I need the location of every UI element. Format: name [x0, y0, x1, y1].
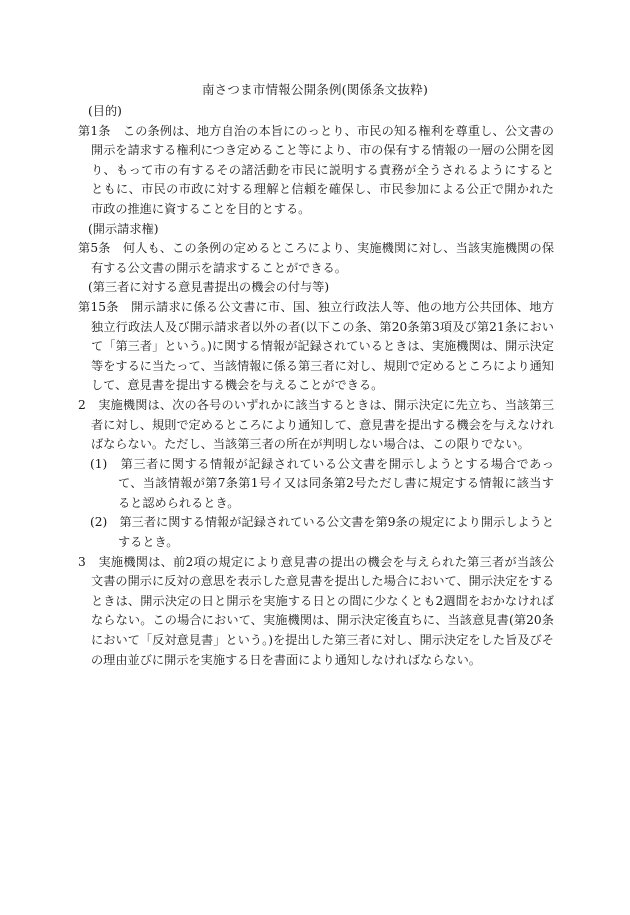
paragraph-3-text: 実施機関は、前2項の規定により意見書の提出の機会を与えられた第三者が当該公文書の開示に反対の意思を表示した意見書を提出した場合において、開示決定をするときは、開示決定の日と開示を実施する日との間に少なくとも2週間をおかなければならない。この場合において、実施機関は、開示決定後直ちに、当該意見書(第20条において「反対意見書」という。)を提出した第三者に対し、開示決定をした旨及びその理由並びに開示を実施する日を書面により通知しなければならない。	[91, 554, 555, 667]
paragraph-3-number: 3	[78, 554, 86, 569]
article-1	[78, 122, 554, 220]
item-2-number: (2)	[90, 515, 108, 530]
article-15-paragraph-2	[78, 396, 554, 455]
item-2-text: 第三者に関する情報が記録されている公文書を第9条の規定により開示しようとするとき。	[118, 515, 554, 550]
caption-third-party: (第三者に対する意見書提出の機会の付与等)	[88, 280, 330, 295]
article-15-paragraph-3	[78, 553, 554, 671]
article-15	[78, 298, 554, 396]
paragraph-2-item-1	[78, 455, 554, 514]
article-5	[78, 239, 554, 278]
item-1-text: 第三者に関する情報が記録されている公文書を開示しようとする場合であって、当該情報が第7条第1号イ又は同条第2号ただし書に規定する情報に該当すると認められるとき。	[118, 456, 554, 510]
paragraph-2-number: 2	[78, 397, 86, 412]
article-1-number: 第1条	[78, 123, 111, 138]
article-5-number: 第5条	[78, 241, 111, 256]
paragraph-2-text: 実施機関は、次の各号のいずれかに該当するときは、開示決定に先立ち、当該第三者に対し、規則で定めるところにより通知して、意見書を提出する機会を与えなければならない。ただし、当該第三者の所在が判明しない場合は、この限りでない。	[91, 397, 555, 452]
document-body	[78, 102, 554, 670]
article-5-text: 何人も、この条例の定めるところにより、実施機関に対し、当該実施機関の保有する公文書の開示を請求することができる。	[91, 241, 555, 275]
caption-right: (開示請求権)	[88, 221, 159, 236]
paragraph-2-item-2	[78, 513, 554, 552]
article-15-text: 開示請求に係る公文書に市、国、独立行政法人等、他の地方公共団体、地方独立行政法人及び開示請求者以外の者(以下この条、第20条第3項及び第21条において「第三者」という。)に関する情報が記録されているときは、実施機関は、開示決定等をするに当たって、当該情報に係る第三者に対し、規則で定めるところにより通知して、意見書を提出する機会を与えることができる。	[91, 299, 555, 393]
caption-purpose: (目的)	[88, 104, 122, 118]
article-15-number: 第15条	[78, 299, 119, 314]
item-1-number: (1)	[90, 456, 108, 471]
article-1-text: この条例は、地方自治の本旨にのっとり、市民の知る権利を尊重し、公文書の開示を請求する権利につき定めること等により、市の保有する情報の一層の公開を図り、もって市の有するその諸活動を市民に説明する責務が全うされるようにするとともに、市民の市政に対する理解と信頼を確保し、市民参加による公正で開かれた市政の推進に資することを目的とする。	[91, 123, 554, 216]
document-title: 南さつま市情報公開条例(関係条文抜粋)	[201, 82, 429, 97]
